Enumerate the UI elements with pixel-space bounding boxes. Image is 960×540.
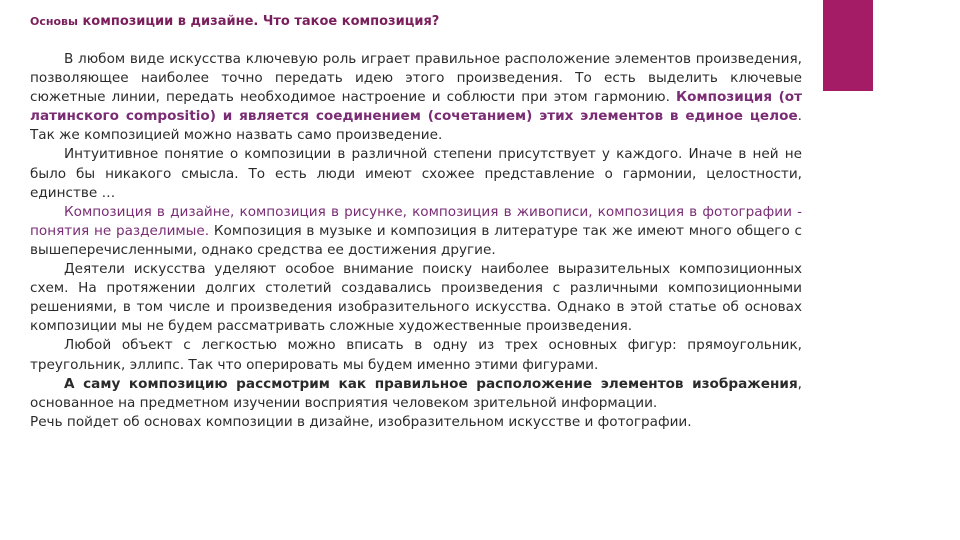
accent-bar: [823, 0, 873, 91]
paragraph-6: [30, 375, 802, 413]
paragraph-1-intro: В любом виде искусства ключевую роль играет правильное расположение элементов произведения, позволяющее наиболее точно передать идею этого произведения. То есть выделить ключевые сюжетные линии, передать необходимое настроение и соблюсти при этом гармонию.: [30, 51, 802, 106]
composition-statement: А саму композицию рассмотрим как правильное расположение элементов изображения: [64, 375, 798, 392]
paragraph-5: Любой объект с легкостью можно вписать в одну из трех основных фигур: прямоугольник, треугольник, эллипс. Так что оперировать мы будем именно этими фигурами.: [30, 337, 802, 373]
paragraph-6-rest: , основанное на предметном изучении восприятия человеком зрительной информации.: [30, 375, 802, 411]
paragraph-1: [30, 50, 802, 145]
composition-definition: Композиция (от латинского compositio) и является соединением (сочетанием) этих элементов в единое целое: [30, 89, 802, 125]
paragraph-3-rest: Композиция в музыке и композиция в литературе так же имеют много общего с вышеперечисленными, однако средства ее достижения другие.: [30, 222, 802, 258]
paragraph-1-end: . Так же композицией можно назвать само произведение.: [30, 108, 802, 144]
composition-highlight: Композиция в дизайне, композиция в рисунке, композиция в живописи, композиция в фотографии - понятия не разделимые.: [30, 203, 802, 239]
slide-body: [30, 50, 802, 540]
paragraph-3: [30, 203, 802, 260]
slide-title: [30, 14, 439, 29]
slide-title-first-word: Основы: [30, 15, 78, 28]
paragraph-7: Речь пойдет об основах композиции в дизайне, изобразительном искусстве и фотографии.: [30, 413, 692, 430]
paragraph-2: Интуитивное понятие о композиции в различной степени присутствует у каждого. Иначе в ней не было бы никакого смысла. То есть люди имеют схожее представление о гармонии, целостности, единстве …: [30, 146, 802, 201]
paragraph-4: Деятели искусства уделяют особое внимание поиску наиболее выразительных композиционных схем. На протяжении долгих столетий создавались произведения с различными композиционными решениями, в том числе и произведения изобразительного искусства. Однако в этой статье об основах композиции мы не будем рассматривать сложные художественные произведения.: [30, 261, 802, 335]
slide-title-rest: композиции в дизайне. Что такое композиция?: [77, 14, 440, 29]
